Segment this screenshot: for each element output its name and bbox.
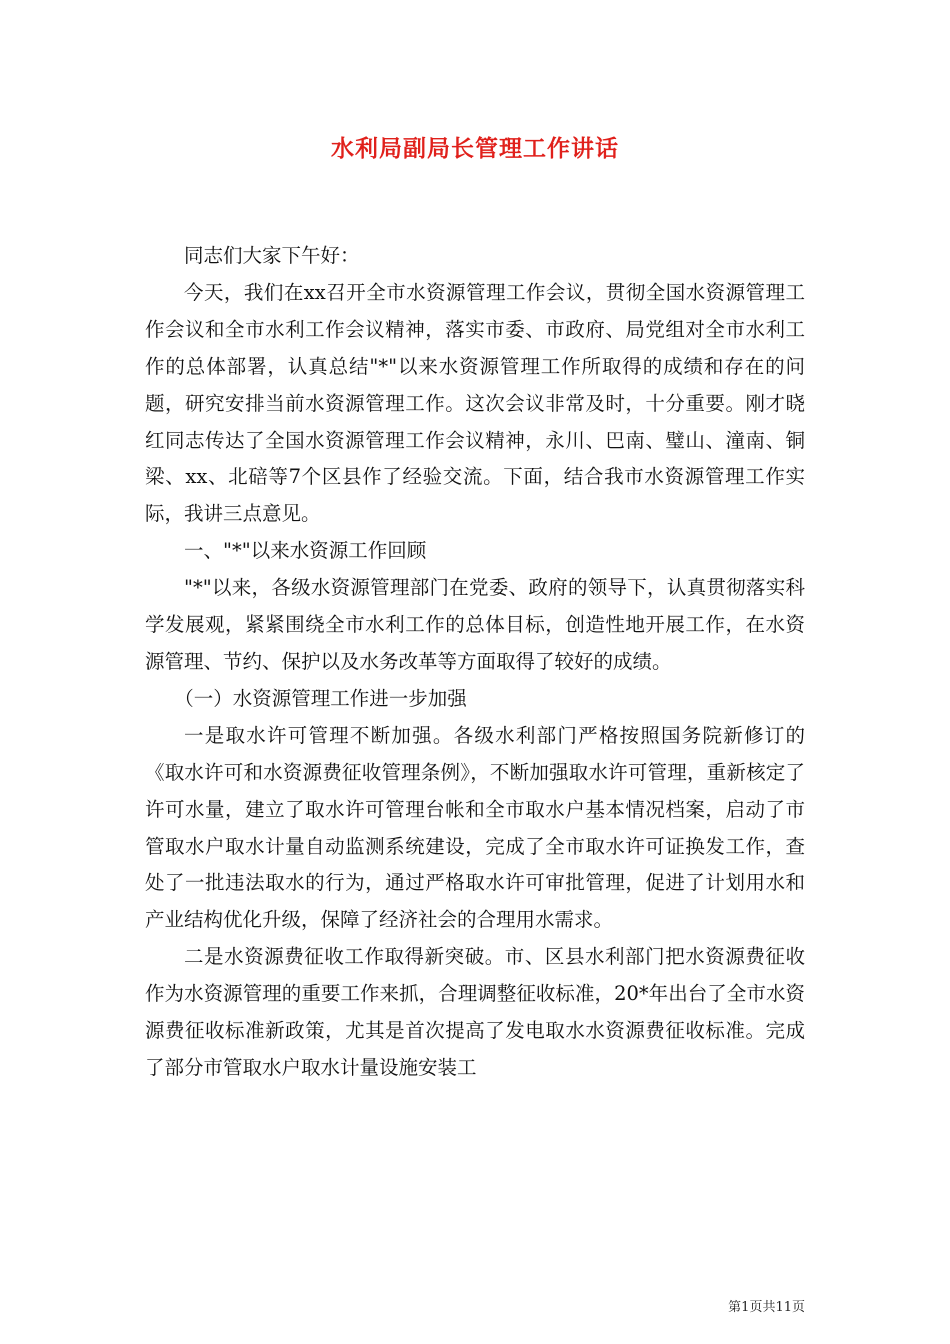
fee-paragraph: 二是水资源费征收工作取得新突破。市、区县水利部门把水资源费征收作为水资源管理的重要工作来抓，合理调整征收标准，20*年出台了全市水资源费征收标准新政策，尤其是首次提高了发电取水水资源费征收标准。完成了部分市管取水户取水计量设施安装工 (145, 945, 805, 1079)
review-paragraph: "*"以来，各级水资源管理部门在党委、政府的领导下，认真贯彻落实科学发展观，紧紧围绕全市水利工作的总体目标，创造性地开展工作，在水资源管理、节约、保护以及水务改革等方面取得了较好的成绩。 (145, 576, 805, 673)
document-body (145, 238, 805, 1087)
subsection-heading-1: （一）水资源管理工作进一步加强 (174, 686, 467, 710)
document-title: 水利局副局长管理工作讲话 (331, 135, 619, 162)
greeting-paragraph: 同志们大家下午好： (184, 244, 360, 267)
permit-paragraph: 一是取水许可管理不断加强。各级水利部门严格按照国务院新修订的《取水许可和水资源费征收管理条例》，不断加强取水许可管理，重新核定了许可水量，建立了取水许可管理台帐和全市取水户基本情况档案，启动了市管取水户取水计量自动监测系统建设，完成了全市取水许可证换发工作，查处了一批违法取水的行为，通过严格取水许可审批管理，促进了计划用水和产业结构优化升级，保障了经济社会的合理用水需求。 (145, 723, 805, 932)
intro-paragraph: 今天，我们在xx召开全市水资源管理工作会议，贯彻全国水资源管理工作会议和全市水利工作会议精神，落实市委、市政府、局党组对全市水利工作的总体部署，认真总结"*"以来水资源管理工作所取得的成绩和存在的问题，研究安排当前水资源管理工作。这次会议非常及时，十分重要。刚才晓红同志传达了全国水资源管理工作会议精神，永川、巴南、璧山、潼南、铜梁、xx、北碚等7个区县作了经验交流。下面，结合我市水资源管理工作实际，我讲三点意见。 (145, 280, 805, 526)
page-number: 第1页共11页 (728, 1300, 805, 1315)
section-heading-1: 一、"*"以来水资源工作回顾 (184, 539, 427, 563)
